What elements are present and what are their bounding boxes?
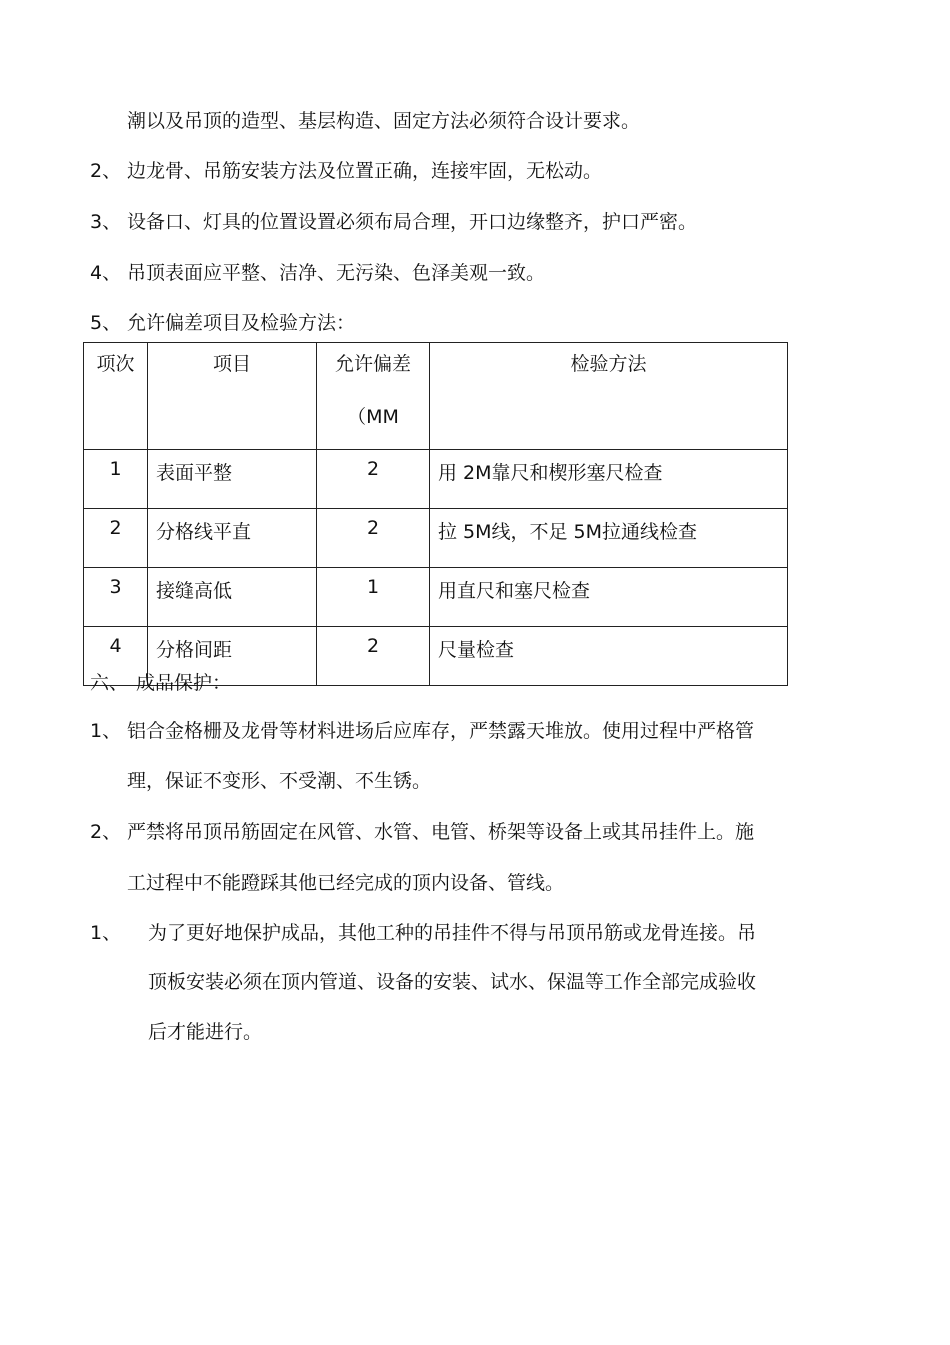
protect-3-line-3: 后才能进行。 <box>148 1021 263 1043</box>
table-header-row <box>84 343 788 450</box>
cell-index: 4 <box>84 627 148 686</box>
table-row <box>84 568 788 627</box>
item-4-text: 吊顶表面应平整、洁净、无污染、色泽美观一致。 <box>127 262 546 284</box>
item-5-number: 5、 <box>90 312 122 334</box>
protect-1-line-1: 铝合金格栅及龙骨等材料进场后应库存，严禁露天堆放。使用过程中严格管 <box>127 720 755 742</box>
cell-method: 用 2M靠尺和楔形塞尺检查 <box>430 450 788 509</box>
item-2-text: 边龙骨、吊筋安装方法及位置正确，连接牢固，无松动。 <box>127 160 603 182</box>
header-method: 检验方法 <box>430 343 788 450</box>
cell-index: 3 <box>84 568 148 627</box>
protect-3-line-2: 顶板安装必须在顶内管道、设备的安装、试水、保温等工作全部完成验收 <box>148 971 757 993</box>
item-5-text: 允许偏差项目及检验方法： <box>127 312 356 334</box>
cell-tolerance: 2 <box>317 627 430 686</box>
cell-item: 接缝高低 <box>148 568 317 627</box>
cell-method: 用直尺和塞尺检查 <box>430 568 788 627</box>
cell-item: 分格线平直 <box>148 509 317 568</box>
paragraph-continuation: 潮以及吊顶的造型、基层构造、固定方法必须符合设计要求。 <box>127 110 641 132</box>
header-tolerance-label: 允许偏差 <box>334 353 411 375</box>
cell-tolerance: 2 <box>317 509 430 568</box>
table-row <box>84 450 788 509</box>
protect-2-number: 2、 <box>90 821 122 843</box>
cell-method: 尺量检查 <box>430 627 788 686</box>
item-4-number: 4、 <box>90 262 122 284</box>
protect-2-line-1: 严禁将吊顶吊筋固定在风管、水管、电管、桥架等设备上或其吊挂件上。施 <box>127 821 755 843</box>
section-6-number: 六、 <box>90 672 129 694</box>
item-3-text: 设备口、灯具的位置设置必须布局合理，开口边缘整齐，护口严密。 <box>127 211 698 233</box>
protect-1-number: 1、 <box>90 720 122 742</box>
header-tolerance-unit: （MM <box>347 406 399 428</box>
cell-tolerance: 1 <box>317 568 430 627</box>
cell-index: 1 <box>84 450 148 509</box>
protect-1-line-2: 理，保证不变形、不受潮、不生锈。 <box>127 770 432 792</box>
protect-2-line-2: 工过程中不能蹬踩其他已经完成的顶内设备、管线。 <box>127 872 565 894</box>
cell-tolerance: 2 <box>317 450 430 509</box>
cell-method: 拉 5M线，不足 5M拉通线检查 <box>430 509 788 568</box>
tolerance-table <box>83 342 788 686</box>
cell-item: 表面平整 <box>148 450 317 509</box>
header-index: 项次 <box>84 343 148 450</box>
item-2-number: 2、 <box>90 160 122 182</box>
item-3-number: 3、 <box>90 211 122 233</box>
section-6-heading: 成品保护： <box>136 672 232 694</box>
header-item: 项目 <box>148 343 317 450</box>
cell-item: 分格间距 <box>148 627 317 686</box>
protect-3-line-1: 为了更好地保护成品，其他工种的吊挂件不得与吊顶吊筋或龙骨连接。吊 <box>148 922 757 944</box>
cell-index: 2 <box>84 509 148 568</box>
table-row <box>84 509 788 568</box>
header-tolerance <box>317 343 430 450</box>
protect-3-number: 1、 <box>90 922 122 944</box>
